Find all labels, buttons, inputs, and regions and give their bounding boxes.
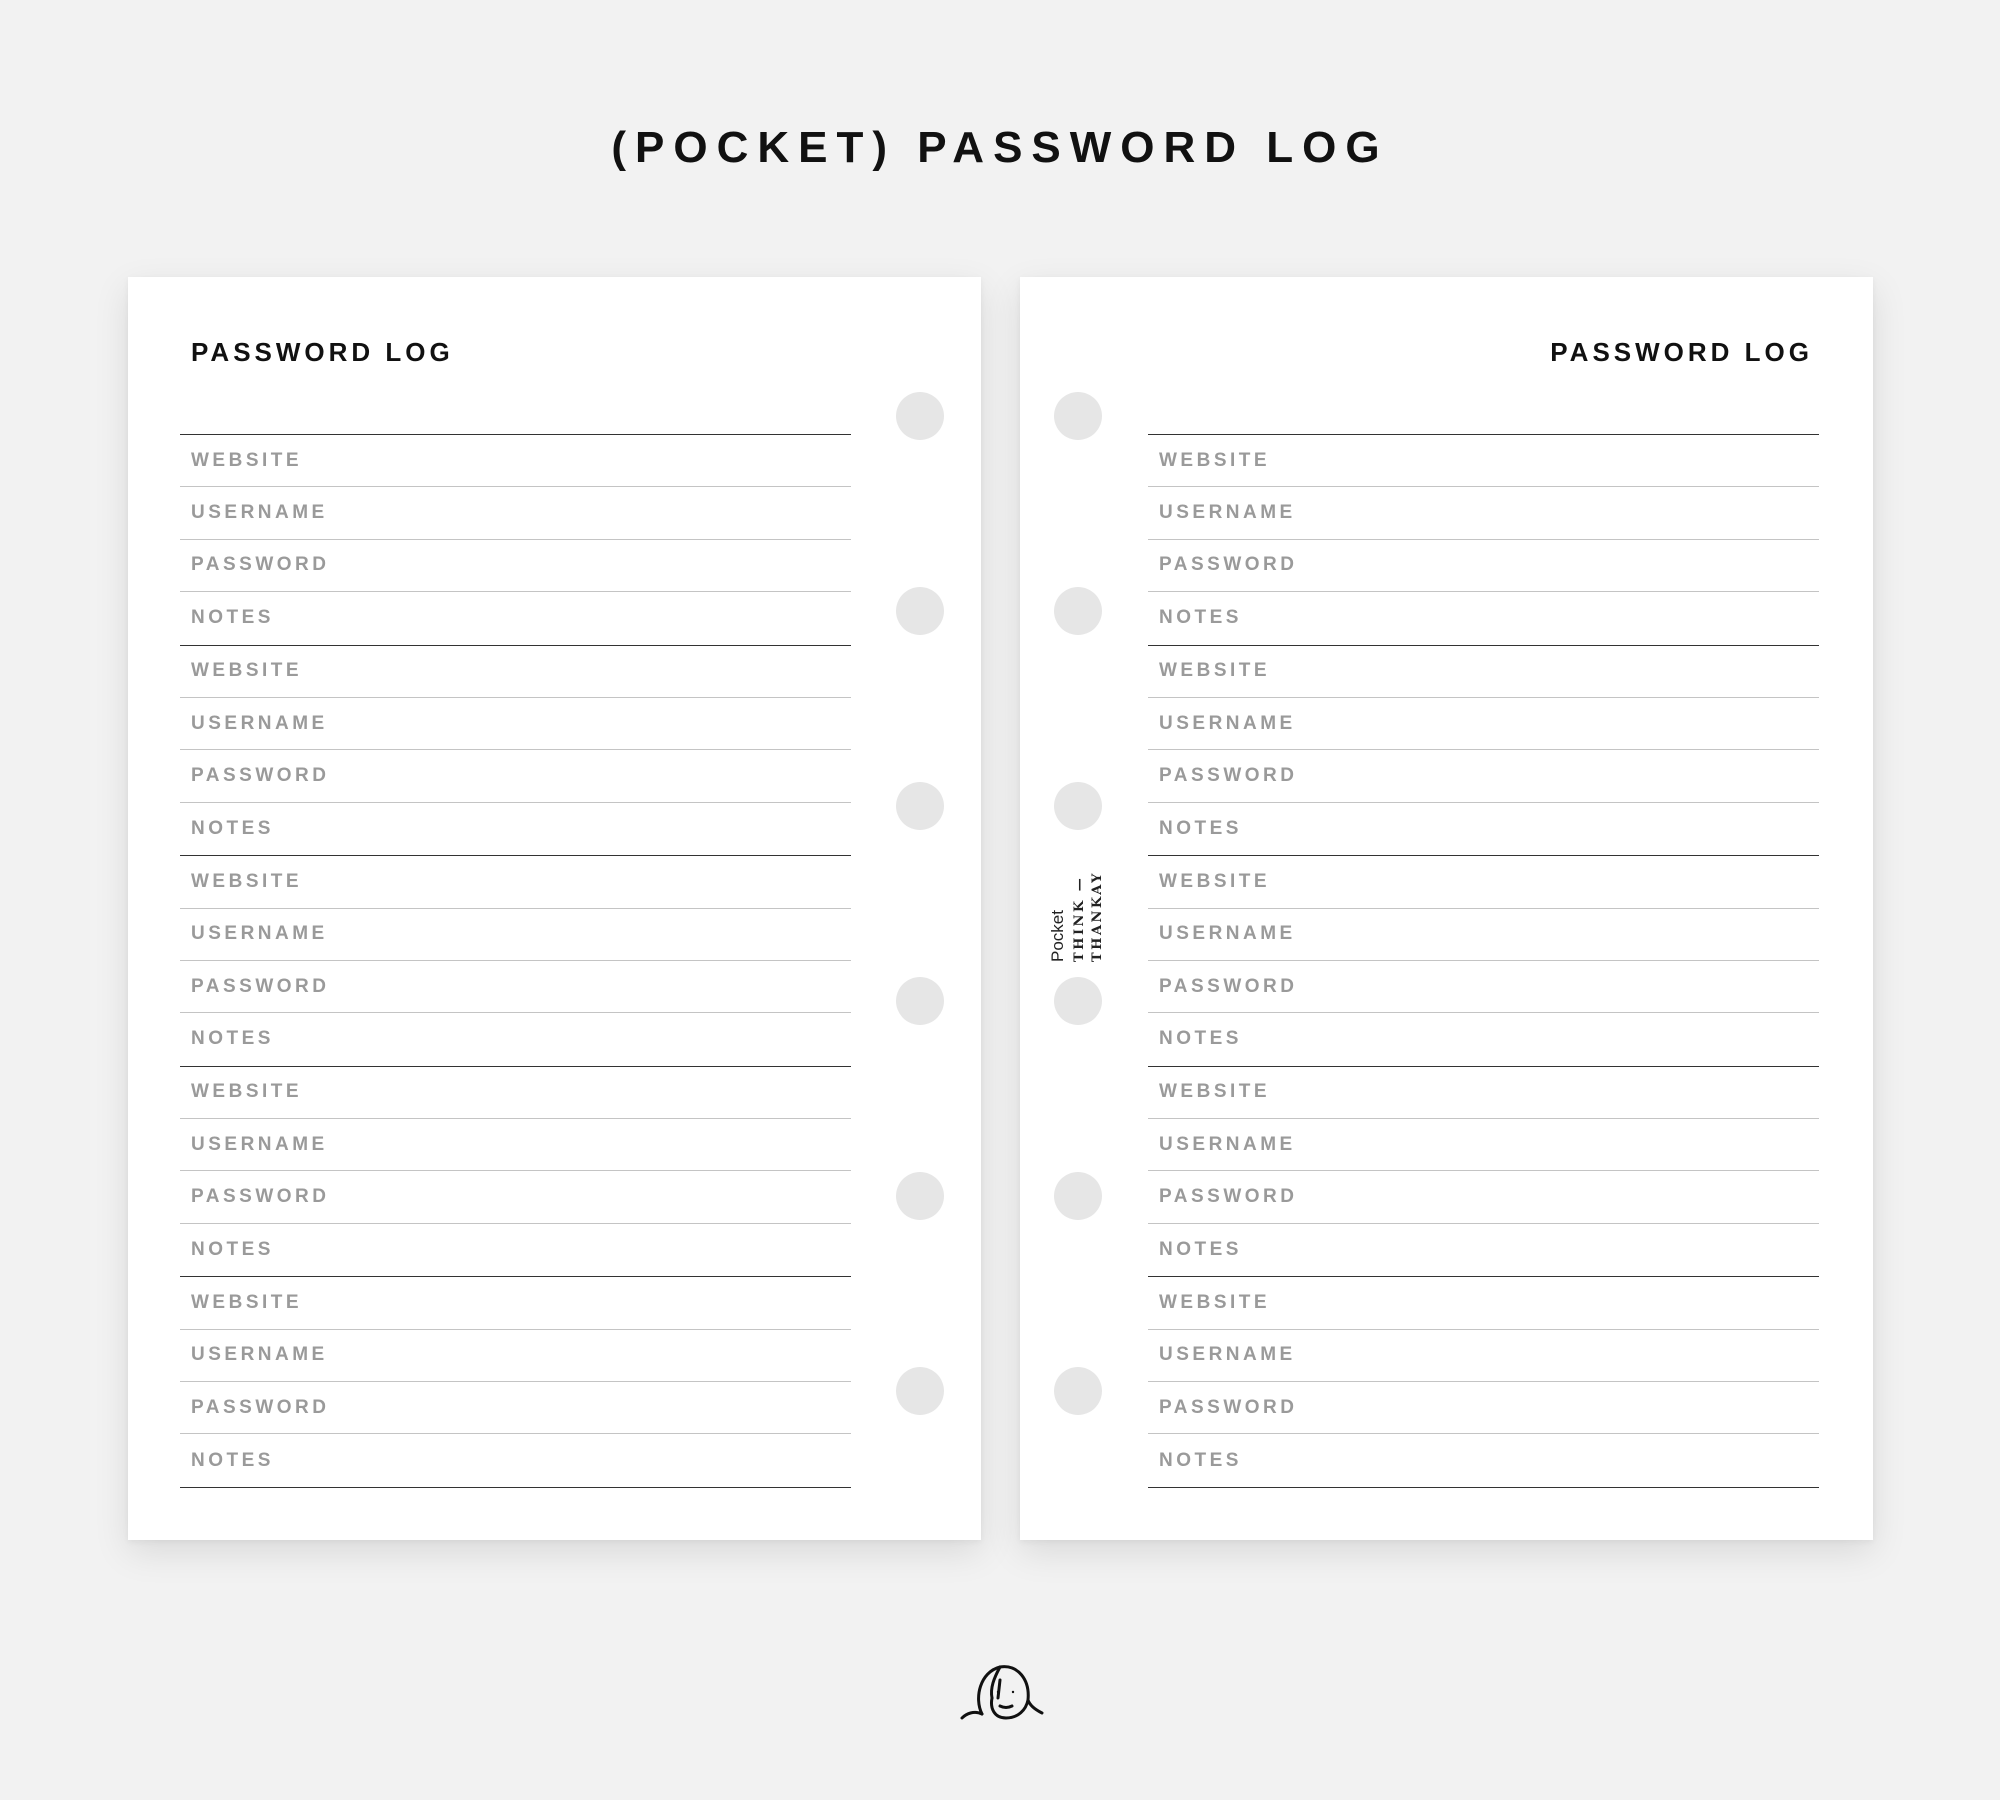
username-label: USERNAME xyxy=(191,923,328,945)
website-field-row xyxy=(1148,646,1819,698)
website-label: WEBSITE xyxy=(191,870,303,892)
username-label: USERNAME xyxy=(1159,923,1296,945)
password-label: PASSWORD xyxy=(191,1396,330,1418)
ring-hole xyxy=(896,1172,944,1220)
username-label: USERNAME xyxy=(1159,502,1296,524)
log-entry xyxy=(180,1277,851,1488)
left-page xyxy=(128,277,981,1540)
website-field-row xyxy=(180,1067,851,1119)
log-entry xyxy=(180,1067,851,1278)
website-field-row xyxy=(180,1277,851,1329)
password-label: PASSWORD xyxy=(191,1186,330,1208)
website-label: WEBSITE xyxy=(1159,870,1271,892)
password-label: PASSWORD xyxy=(191,765,330,787)
log-entry xyxy=(1148,435,1819,646)
notes-field-row xyxy=(1148,592,1819,644)
website-field-row xyxy=(1148,1277,1819,1329)
password-label: PASSWORD xyxy=(1159,1396,1298,1418)
ring-hole xyxy=(1054,392,1102,440)
right-page-title: PASSWORD LOG xyxy=(1550,337,1813,367)
password-field-row xyxy=(1148,1171,1819,1223)
notes-field-row xyxy=(180,803,851,855)
log-entry xyxy=(1148,1067,1819,1278)
ring-hole xyxy=(1054,782,1102,830)
notes-label: NOTES xyxy=(1159,817,1242,839)
website-field-row xyxy=(180,646,851,698)
website-label: WEBSITE xyxy=(191,1291,303,1313)
brand-pocket-text: Pocket xyxy=(1048,910,1067,962)
notes-label: NOTES xyxy=(1159,607,1242,629)
notes-field-row xyxy=(180,1013,851,1065)
username-label: USERNAME xyxy=(191,502,328,524)
ring-hole xyxy=(1054,587,1102,635)
notes-label: NOTES xyxy=(191,1239,274,1261)
password-label: PASSWORD xyxy=(1159,1186,1298,1208)
right-log-area xyxy=(1148,434,1819,1488)
website-label: WEBSITE xyxy=(191,449,303,471)
username-field-row xyxy=(180,909,851,961)
notes-field-row xyxy=(180,1224,851,1276)
website-label: WEBSITE xyxy=(1159,1291,1271,1313)
username-field-row xyxy=(1148,1330,1819,1382)
ring-hole xyxy=(896,782,944,830)
right-page xyxy=(1020,277,1873,1540)
website-field-row xyxy=(1148,856,1819,908)
password-label: PASSWORD xyxy=(1159,975,1298,997)
notes-field-row xyxy=(180,592,851,644)
username-label: USERNAME xyxy=(1159,1133,1296,1155)
notes-label: NOTES xyxy=(191,817,274,839)
notes-label: NOTES xyxy=(1159,1028,1242,1050)
website-label: WEBSITE xyxy=(191,660,303,682)
username-label: USERNAME xyxy=(191,1344,328,1366)
brand-think-text: THINK — xyxy=(1072,875,1087,962)
username-field-row xyxy=(180,698,851,750)
brand-mark xyxy=(1046,852,1116,962)
log-entry xyxy=(180,646,851,857)
website-label: WEBSITE xyxy=(1159,449,1271,471)
ring-hole xyxy=(1054,1172,1102,1220)
notes-field-row xyxy=(1148,1224,1819,1276)
notes-label: NOTES xyxy=(191,1028,274,1050)
website-label: WEBSITE xyxy=(1159,660,1271,682)
password-field-row xyxy=(1148,1382,1819,1434)
username-field-row xyxy=(180,1119,851,1171)
ring-hole xyxy=(896,1367,944,1415)
password-field-row xyxy=(180,540,851,592)
notes-field-row xyxy=(1148,1434,1819,1486)
password-field-row xyxy=(180,961,851,1013)
username-field-row xyxy=(1148,909,1819,961)
username-field-row xyxy=(1148,698,1819,750)
ring-hole xyxy=(1054,977,1102,1025)
left-page-title: PASSWORD LOG xyxy=(191,337,454,367)
password-field-row xyxy=(180,1171,851,1223)
notes-label: NOTES xyxy=(1159,1449,1242,1471)
notes-field-row xyxy=(180,1434,851,1486)
website-field-row xyxy=(180,435,851,487)
username-label: USERNAME xyxy=(191,712,328,734)
log-entry xyxy=(180,435,851,646)
ring-hole xyxy=(896,392,944,440)
username-field-row xyxy=(180,1330,851,1382)
left-log-area xyxy=(180,434,851,1488)
username-label: USERNAME xyxy=(1159,712,1296,734)
ring-hole xyxy=(896,977,944,1025)
password-field-row xyxy=(180,1382,851,1434)
website-label: WEBSITE xyxy=(1159,1081,1271,1103)
password-field-row xyxy=(1148,961,1819,1013)
brand-thankay-text: THANKAY xyxy=(1090,871,1105,962)
username-field-row xyxy=(180,487,851,539)
ring-hole xyxy=(896,587,944,635)
username-label: USERNAME xyxy=(191,1133,328,1155)
website-field-row xyxy=(1148,435,1819,487)
website-field-row xyxy=(1148,1067,1819,1119)
notes-label: NOTES xyxy=(1159,1239,1242,1261)
username-field-row xyxy=(1148,1119,1819,1171)
website-label: WEBSITE xyxy=(191,1081,303,1103)
notes-label: NOTES xyxy=(191,1449,274,1471)
ring-hole xyxy=(1054,1367,1102,1415)
notes-label: NOTES xyxy=(191,607,274,629)
password-field-row xyxy=(180,750,851,802)
log-entry xyxy=(1148,646,1819,857)
username-label: USERNAME xyxy=(1159,1344,1296,1366)
log-entry xyxy=(1148,1277,1819,1488)
password-label: PASSWORD xyxy=(1159,554,1298,576)
girl-face-icon xyxy=(958,1658,1046,1722)
log-entry xyxy=(1148,856,1819,1067)
password-label: PASSWORD xyxy=(191,554,330,576)
main-title: (POCKET) PASSWORD LOG xyxy=(611,123,1389,172)
username-field-row xyxy=(1148,487,1819,539)
password-field-row xyxy=(1148,750,1819,802)
website-field-row xyxy=(180,856,851,908)
notes-field-row xyxy=(1148,803,1819,855)
password-label: PASSWORD xyxy=(1159,765,1298,787)
password-field-row xyxy=(1148,540,1819,592)
log-entry xyxy=(180,856,851,1067)
notes-field-row xyxy=(1148,1013,1819,1065)
password-label: PASSWORD xyxy=(191,975,330,997)
